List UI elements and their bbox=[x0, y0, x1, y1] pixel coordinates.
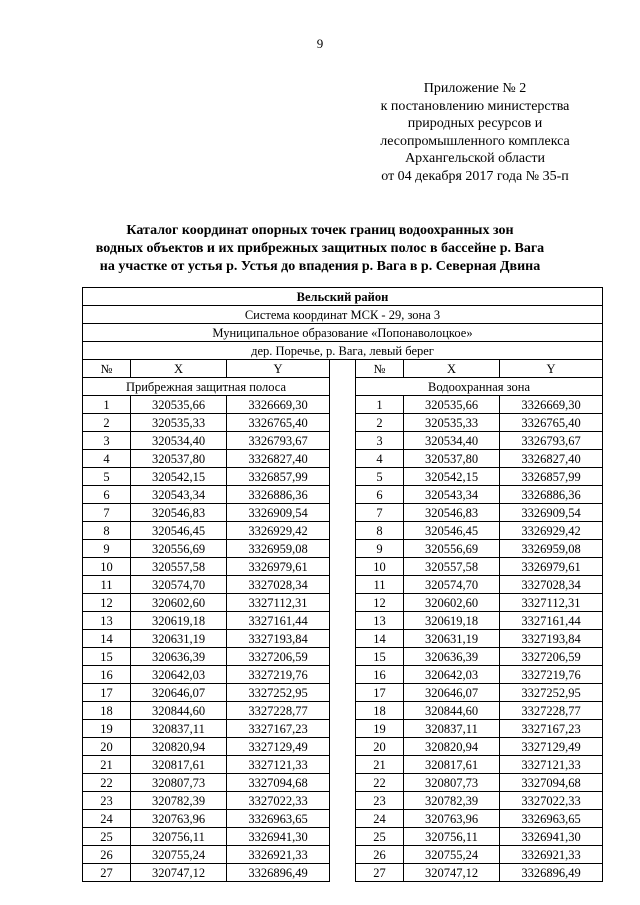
left-point-number: 21 bbox=[83, 756, 131, 774]
left-point-number: 23 bbox=[83, 792, 131, 810]
right-coordinate-y: 3327167,23 bbox=[500, 720, 603, 738]
left-coordinate-x: 320817,61 bbox=[131, 756, 227, 774]
appendix-header bbox=[340, 80, 610, 185]
right-coordinate-x: 320844,60 bbox=[404, 702, 500, 720]
left-coordinate-y: 3326827,40 bbox=[227, 450, 330, 468]
left-coordinate-x: 320747,12 bbox=[131, 864, 227, 882]
right-coordinate-x: 320631,19 bbox=[404, 630, 500, 648]
right-coordinate-y: 3326921,33 bbox=[500, 846, 603, 864]
left-coordinate-x: 320535,33 bbox=[131, 414, 227, 432]
district-name: Вельский район bbox=[83, 288, 603, 306]
left-point-number: 6 bbox=[83, 486, 131, 504]
title-line: водных объектов и их прибрежных защитных полос в бассейне р. Вага bbox=[95, 241, 545, 256]
left-point-number: 9 bbox=[83, 540, 131, 558]
right-coordinate-x: 320557,58 bbox=[404, 558, 500, 576]
left-coordinate-x: 320756,11 bbox=[131, 828, 227, 846]
right-coordinate-y: 3327112,31 bbox=[500, 594, 603, 612]
right-coordinate-x: 320619,18 bbox=[404, 612, 500, 630]
left-point-number: 17 bbox=[83, 684, 131, 702]
right-coordinate-x: 320535,66 bbox=[404, 396, 500, 414]
right-coordinate-x: 320534,40 bbox=[404, 432, 500, 450]
right-coordinate-x: 320817,61 bbox=[404, 756, 500, 774]
appendix-line: Приложение № 2 bbox=[423, 81, 527, 96]
left-coordinate-y: 3326929,42 bbox=[227, 522, 330, 540]
left-coordinate-y: 3326921,33 bbox=[227, 846, 330, 864]
right-coordinate-x: 320807,73 bbox=[404, 774, 500, 792]
column-header-y: Y bbox=[500, 360, 603, 378]
right-coordinate-y: 3327121,33 bbox=[500, 756, 603, 774]
right-coordinate-y: 3327028,34 bbox=[500, 576, 603, 594]
right-coordinate-x: 320756,11 bbox=[404, 828, 500, 846]
right-point-number: 11 bbox=[356, 576, 404, 594]
title-line: Каталог координат опорных точек границ водоохранных зон bbox=[126, 223, 514, 238]
left-coordinate-y: 3326941,30 bbox=[227, 828, 330, 846]
right-coordinate-x: 320820,94 bbox=[404, 738, 500, 756]
right-point-number: 14 bbox=[356, 630, 404, 648]
left-coordinate-x: 320837,11 bbox=[131, 720, 227, 738]
left-point-number: 13 bbox=[83, 612, 131, 630]
coordinates-table bbox=[82, 287, 603, 882]
right-coordinate-x: 320546,83 bbox=[404, 504, 500, 522]
right-point-number: 5 bbox=[356, 468, 404, 486]
column-header-number: № bbox=[356, 360, 404, 378]
left-coordinate-x: 320535,66 bbox=[131, 396, 227, 414]
left-coordinate-y: 3327167,23 bbox=[227, 720, 330, 738]
left-coordinate-y: 3327121,33 bbox=[227, 756, 330, 774]
left-coordinate-y: 3327193,84 bbox=[227, 630, 330, 648]
left-point-number: 7 bbox=[83, 504, 131, 522]
right-coordinate-y: 3326827,40 bbox=[500, 450, 603, 468]
left-coordinate-y: 3326857,99 bbox=[227, 468, 330, 486]
left-coordinate-x: 320557,58 bbox=[131, 558, 227, 576]
right-coordinate-x: 320747,12 bbox=[404, 864, 500, 882]
right-point-number: 25 bbox=[356, 828, 404, 846]
right-coordinate-y: 3326941,30 bbox=[500, 828, 603, 846]
left-point-number: 25 bbox=[83, 828, 131, 846]
left-point-number: 10 bbox=[83, 558, 131, 576]
right-point-number: 9 bbox=[356, 540, 404, 558]
column-header-number: № bbox=[83, 360, 131, 378]
right-point-number: 17 bbox=[356, 684, 404, 702]
left-coordinate-y: 3327161,44 bbox=[227, 612, 330, 630]
left-point-number: 2 bbox=[83, 414, 131, 432]
left-coordinate-y: 3326963,65 bbox=[227, 810, 330, 828]
right-coordinate-y: 3326929,42 bbox=[500, 522, 603, 540]
left-coordinate-y: 3327219,76 bbox=[227, 666, 330, 684]
left-coordinate-y: 3326959,08 bbox=[227, 540, 330, 558]
left-coordinate-x: 320543,34 bbox=[131, 486, 227, 504]
appendix-line: лесопромышленного комплекса bbox=[380, 133, 570, 149]
right-point-number: 27 bbox=[356, 864, 404, 882]
right-coordinate-y: 3326669,30 bbox=[500, 396, 603, 414]
right-coordinate-x: 320535,33 bbox=[404, 414, 500, 432]
left-coordinate-x: 320542,15 bbox=[131, 468, 227, 486]
right-coordinate-x: 320782,39 bbox=[404, 792, 500, 810]
right-point-number: 2 bbox=[356, 414, 404, 432]
right-coordinate-y: 3326896,49 bbox=[500, 864, 603, 882]
column-header-x: X bbox=[131, 360, 227, 378]
right-coordinate-x: 320543,34 bbox=[404, 486, 500, 504]
left-coordinate-x: 320631,19 bbox=[131, 630, 227, 648]
left-coordinate-y: 3326909,54 bbox=[227, 504, 330, 522]
appendix-line: от 04 декабря 2017 года № 35-п bbox=[381, 168, 569, 184]
left-coordinate-x: 320556,69 bbox=[131, 540, 227, 558]
left-coordinate-y: 3327228,77 bbox=[227, 702, 330, 720]
right-coordinate-y: 3327252,95 bbox=[500, 684, 603, 702]
appendix-line: к постановлению министерства bbox=[380, 98, 570, 114]
left-point-number: 19 bbox=[83, 720, 131, 738]
left-coordinate-x: 320546,83 bbox=[131, 504, 227, 522]
right-coordinate-y: 3326909,54 bbox=[500, 504, 603, 522]
right-point-number: 16 bbox=[356, 666, 404, 684]
appendix-line: природных ресурсов и bbox=[407, 116, 543, 131]
left-coordinate-y: 3326669,30 bbox=[227, 396, 330, 414]
municipality: Муниципальное образование «Попонаволоцкое» bbox=[83, 324, 603, 342]
right-point-number: 1 bbox=[356, 396, 404, 414]
left-point-number: 11 bbox=[83, 576, 131, 594]
right-coordinate-x: 320542,15 bbox=[404, 468, 500, 486]
right-coordinate-y: 3327228,77 bbox=[500, 702, 603, 720]
left-coordinate-x: 320534,40 bbox=[131, 432, 227, 450]
coordinate-system: Система координат МСК - 29, зона 3 bbox=[83, 306, 603, 324]
table-gap bbox=[330, 360, 356, 882]
left-coordinate-y: 3327206,59 bbox=[227, 648, 330, 666]
right-coordinate-y: 3326765,40 bbox=[500, 414, 603, 432]
left-point-number: 4 bbox=[83, 450, 131, 468]
right-point-number: 3 bbox=[356, 432, 404, 450]
left-point-number: 14 bbox=[83, 630, 131, 648]
left-point-number: 26 bbox=[83, 846, 131, 864]
left-point-number: 12 bbox=[83, 594, 131, 612]
right-point-number: 13 bbox=[356, 612, 404, 630]
left-coordinate-y: 3326896,49 bbox=[227, 864, 330, 882]
left-point-number: 15 bbox=[83, 648, 131, 666]
title-line: на участке от устья р. Устья до впадения р. Вага в р. Северная Двина bbox=[99, 259, 541, 274]
right-point-number: 10 bbox=[356, 558, 404, 576]
left-coordinate-y: 3326765,40 bbox=[227, 414, 330, 432]
left-point-number: 20 bbox=[83, 738, 131, 756]
left-coordinate-y: 3327112,31 bbox=[227, 594, 330, 612]
right-coordinate-y: 3327094,68 bbox=[500, 774, 603, 792]
left-point-number: 22 bbox=[83, 774, 131, 792]
left-coordinate-y: 3327028,34 bbox=[227, 576, 330, 594]
right-point-number: 18 bbox=[356, 702, 404, 720]
right-point-number: 26 bbox=[356, 846, 404, 864]
left-coordinate-x: 320755,24 bbox=[131, 846, 227, 864]
right-point-number: 7 bbox=[356, 504, 404, 522]
right-coordinate-x: 320636,39 bbox=[404, 648, 500, 666]
right-coordinate-x: 320837,11 bbox=[404, 720, 500, 738]
left-point-number: 3 bbox=[83, 432, 131, 450]
left-point-number: 1 bbox=[83, 396, 131, 414]
location: дер. Поречье, р. Вага, левый берег bbox=[83, 342, 603, 360]
right-coordinate-y: 3326959,08 bbox=[500, 540, 603, 558]
left-point-number: 16 bbox=[83, 666, 131, 684]
left-point-number: 18 bbox=[83, 702, 131, 720]
right-point-number: 22 bbox=[356, 774, 404, 792]
right-coordinate-x: 320642,03 bbox=[404, 666, 500, 684]
left-point-number: 8 bbox=[83, 522, 131, 540]
left-coordinate-x: 320807,73 bbox=[131, 774, 227, 792]
left-coordinate-y: 3326793,67 bbox=[227, 432, 330, 450]
left-coordinate-x: 320546,45 bbox=[131, 522, 227, 540]
right-point-number: 23 bbox=[356, 792, 404, 810]
column-header-y: Y bbox=[227, 360, 330, 378]
right-coordinate-x: 320755,24 bbox=[404, 846, 500, 864]
right-point-number: 8 bbox=[356, 522, 404, 540]
right-coordinate-y: 3327206,59 bbox=[500, 648, 603, 666]
right-coordinate-y: 3326793,67 bbox=[500, 432, 603, 450]
left-coordinate-x: 320602,60 bbox=[131, 594, 227, 612]
right-coordinate-y: 3326857,99 bbox=[500, 468, 603, 486]
page-number: 9 bbox=[316, 36, 324, 51]
left-point-number: 5 bbox=[83, 468, 131, 486]
right-coordinate-x: 320574,70 bbox=[404, 576, 500, 594]
right-point-number: 15 bbox=[356, 648, 404, 666]
right-coordinate-x: 320537,80 bbox=[404, 450, 500, 468]
right-point-number: 20 bbox=[356, 738, 404, 756]
left-point-number: 24 bbox=[83, 810, 131, 828]
right-point-number: 12 bbox=[356, 594, 404, 612]
left-coordinate-y: 3327252,95 bbox=[227, 684, 330, 702]
right-point-number: 24 bbox=[356, 810, 404, 828]
left-coordinate-y: 3327129,49 bbox=[227, 738, 330, 756]
left-coordinate-x: 320537,80 bbox=[131, 450, 227, 468]
right-point-number: 19 bbox=[356, 720, 404, 738]
left-zone-label: Прибрежная защитная полоса bbox=[83, 378, 330, 396]
column-header-x: X bbox=[404, 360, 500, 378]
right-coordinate-y: 3327161,44 bbox=[500, 612, 603, 630]
right-coordinate-x: 320646,07 bbox=[404, 684, 500, 702]
right-coordinate-x: 320546,45 bbox=[404, 522, 500, 540]
right-coordinate-y: 3327193,84 bbox=[500, 630, 603, 648]
right-coordinate-y: 3326886,36 bbox=[500, 486, 603, 504]
right-point-number: 6 bbox=[356, 486, 404, 504]
left-coordinate-y: 3327022,33 bbox=[227, 792, 330, 810]
left-coordinate-x: 320763,96 bbox=[131, 810, 227, 828]
left-coordinate-x: 320782,39 bbox=[131, 792, 227, 810]
left-coordinate-y: 3327094,68 bbox=[227, 774, 330, 792]
right-point-number: 4 bbox=[356, 450, 404, 468]
right-coordinate-x: 320556,69 bbox=[404, 540, 500, 558]
left-coordinate-x: 320646,07 bbox=[131, 684, 227, 702]
right-coordinate-x: 320763,96 bbox=[404, 810, 500, 828]
left-coordinate-y: 3326979,61 bbox=[227, 558, 330, 576]
left-coordinate-x: 320619,18 bbox=[131, 612, 227, 630]
right-coordinate-x: 320602,60 bbox=[404, 594, 500, 612]
left-point-number: 27 bbox=[83, 864, 131, 882]
left-coordinate-x: 320642,03 bbox=[131, 666, 227, 684]
left-coordinate-x: 320844,60 bbox=[131, 702, 227, 720]
left-coordinate-x: 320636,39 bbox=[131, 648, 227, 666]
right-zone-label: Водоохранная зона bbox=[356, 378, 603, 396]
right-coordinate-y: 3326963,65 bbox=[500, 810, 603, 828]
right-coordinate-y: 3326979,61 bbox=[500, 558, 603, 576]
right-coordinate-y: 3327219,76 bbox=[500, 666, 603, 684]
left-coordinate-y: 3326886,36 bbox=[227, 486, 330, 504]
right-coordinate-y: 3327129,49 bbox=[500, 738, 603, 756]
left-coordinate-x: 320820,94 bbox=[131, 738, 227, 756]
left-coordinate-x: 320574,70 bbox=[131, 576, 227, 594]
catalog-title bbox=[0, 222, 640, 276]
right-point-number: 21 bbox=[356, 756, 404, 774]
right-coordinate-y: 3327022,33 bbox=[500, 792, 603, 810]
appendix-line: Архангельской области bbox=[405, 151, 545, 166]
